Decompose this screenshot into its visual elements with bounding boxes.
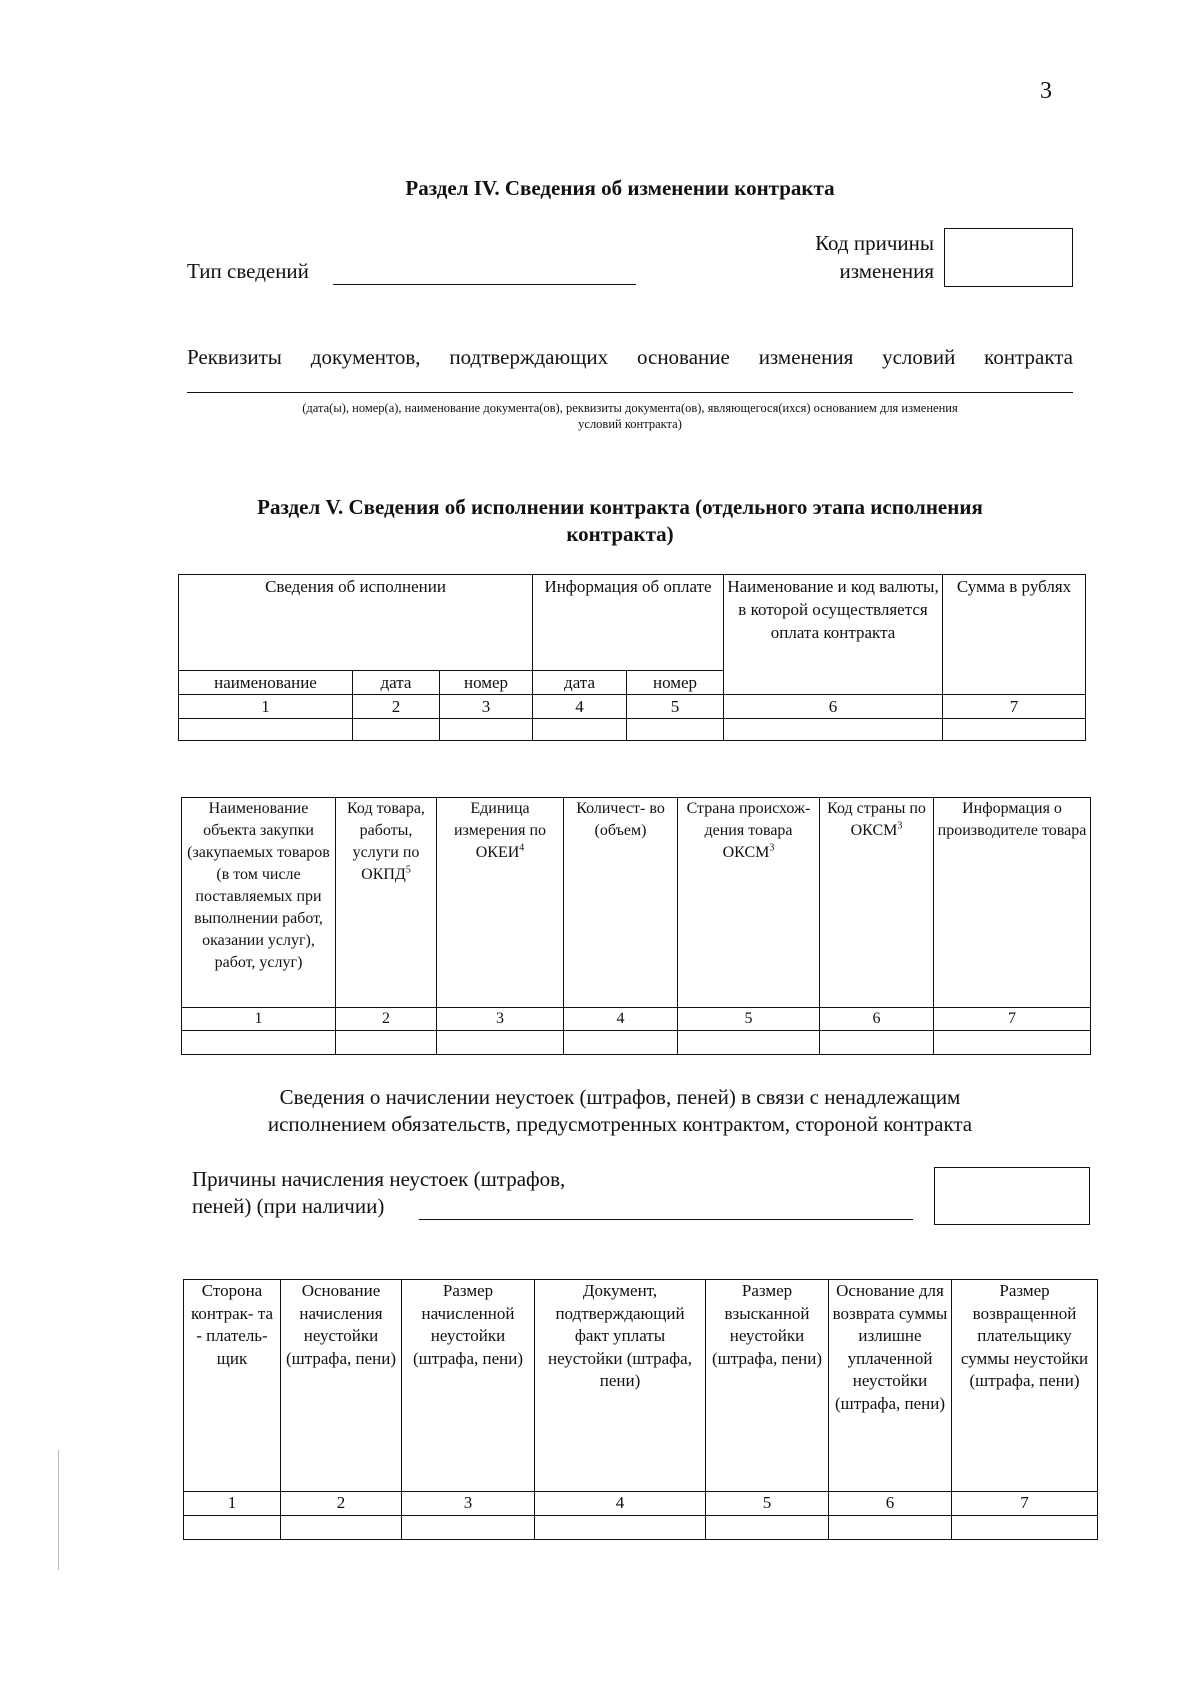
column-number: 2 [336,1008,437,1031]
column-number: 6 [820,1008,934,1031]
payment-document-header: Документ, подтверждающий факт уплаты неустойки (штрафа, пени) [535,1280,706,1492]
execution-group-header: Сведения об исполнении [179,575,533,671]
column-number: 5 [678,1008,820,1031]
execution-date-subheader: дата [353,671,440,695]
info-type-field[interactable] [333,284,636,285]
recovered-amount-header: Размер взысканной неустойки (штрафа, пени) [706,1280,829,1492]
column-number: 3 [440,695,533,719]
table-cell[interactable] [281,1515,402,1539]
payment-number-subheader: номер [627,671,724,695]
table-row [182,1031,1091,1055]
okei-unit-header: Единица измерения по ОКЕИ$^4$ [437,798,564,1008]
table-cell[interactable] [564,1031,678,1055]
object-name-header: Наименование объекта закупки (закупаемых товаров (в том числе поставляемых при выполнении работ, оказании услуг), работ, услуг) [182,798,336,1008]
requisites-field[interactable] [187,392,1073,393]
table-cell[interactable] [829,1515,952,1539]
column-number: 4 [564,1008,678,1031]
quantity-header: Количест- во (объем) [564,798,678,1008]
table-cell[interactable] [678,1031,820,1055]
column-number: 2 [353,695,440,719]
column-number: 2 [281,1492,402,1516]
refunded-amount-header: Размер возвращенной плательщику суммы неустойки (штрафа, пени) [952,1280,1098,1492]
okpd-code-header: Код товара, работы, услуги по ОКПД$^5$ [336,798,437,1008]
column-number-row [179,695,1086,719]
reason-code-box[interactable] [944,228,1073,287]
reason-code-label-2: изменения [839,259,934,283]
execution-name-subheader: наименование [179,671,353,695]
table-cell[interactable] [706,1515,829,1539]
column-number: 1 [184,1492,281,1516]
procurement-objects-table [181,797,1091,1055]
country-code-header: Код страны по ОКСМ$^3$ [820,798,934,1008]
currency-header: Наименование и код валюты, в которой осуществляется оплата контракта [724,575,943,695]
accrued-amount-header: Размер начисленной неустойки (штрафа, пени) [402,1280,535,1492]
table-cell[interactable] [402,1515,535,1539]
accrual-basis-header: Основание начисления неустойки (штрафа, пени) [281,1280,402,1492]
column-number: 4 [533,695,627,719]
column-number: 6 [829,1492,952,1516]
requisites-caption-1: (дата(ы), номер(а), наименование документа(ов), реквизиты документа(ов), являющегося(ихся) основанием для изменения [302,401,958,415]
reason-code-label-1: Код причины [815,231,934,255]
penalty-reasons-label-1: Причины начисления неустоек (штрафов, [192,1167,566,1191]
penalties-heading-line-2: исполнением обязательств, предусмотренных контрактом, стороной контракта [267,1112,973,1136]
payment-group-header: Информация об оплате [533,575,724,671]
column-number: 1 [182,1008,336,1031]
page-number: 3 [1040,78,1052,104]
penalty-reasons-box[interactable] [934,1167,1090,1225]
table-cell[interactable] [182,1031,336,1055]
penalties-table [183,1279,1098,1540]
table-cell[interactable] [353,719,440,741]
payment-date-subheader: дата [533,671,627,695]
section-5-title-line-1: Раздел V. Сведения об исполнении контракта (отдельного этапа исполнения [257,495,983,519]
table-row [179,575,1086,671]
penalties-heading-line-1: Сведения о начислении неустоек (штрафов, пеней) в связи с ненадлежащим [279,1085,961,1109]
table-cell[interactable] [627,719,724,741]
table-cell[interactable] [533,719,627,741]
column-number-row [184,1492,1098,1516]
table-cell[interactable] [440,719,533,741]
requisites-caption-2: условий контракта) [578,417,682,431]
penalty-reasons-label-2: пеней) (при наличии) [192,1194,385,1218]
table-cell[interactable] [184,1515,281,1539]
manufacturer-info-header: Информация о производителе товара [934,798,1091,1008]
execution-number-subheader: номер [440,671,533,695]
requisites-label: Реквизиты документов, подтверждающих основание изменения условий контракта [187,345,1073,369]
table-cell[interactable] [820,1031,934,1055]
table-cell[interactable] [724,719,943,741]
scan-artifact [58,1450,59,1570]
penalty-reasons-field[interactable] [419,1219,913,1220]
table-cell[interactable] [934,1031,1091,1055]
table-cell[interactable] [336,1031,437,1055]
sum-header: Сумма в рублях [943,575,1086,695]
column-number: 6 [724,695,943,719]
table-row [184,1515,1098,1539]
column-number: 3 [437,1008,564,1031]
section-5-title-line-2: контракта) [566,522,674,546]
column-number: 7 [952,1492,1098,1516]
table-cell[interactable] [437,1031,564,1055]
execution-table [178,574,1086,741]
table-row [182,798,1091,1008]
info-type-label: Тип сведений [187,259,309,283]
section-4-title: Раздел IV. Сведения об изменении контракта [405,176,835,200]
column-number: 3 [402,1492,535,1516]
payer-party-header: Сторона контрак- та - платель- щик [184,1280,281,1492]
origin-country-header: Страна происхож- дения товара ОКСМ$^3$ [678,798,820,1008]
table-cell[interactable] [943,719,1086,741]
column-number-row [182,1008,1091,1031]
refund-basis-header: Основание для возврата суммы излишне уплаченной неустойки (штрафа, пени) [829,1280,952,1492]
table-cell[interactable] [535,1515,706,1539]
column-number: 7 [934,1008,1091,1031]
table-cell[interactable] [179,719,353,741]
table-row [179,719,1086,741]
column-number: 5 [627,695,724,719]
table-row [184,1280,1098,1492]
column-number: 7 [943,695,1086,719]
column-number: 1 [179,695,353,719]
table-cell[interactable] [952,1515,1098,1539]
column-number: 4 [535,1492,706,1516]
column-number: 5 [706,1492,829,1516]
